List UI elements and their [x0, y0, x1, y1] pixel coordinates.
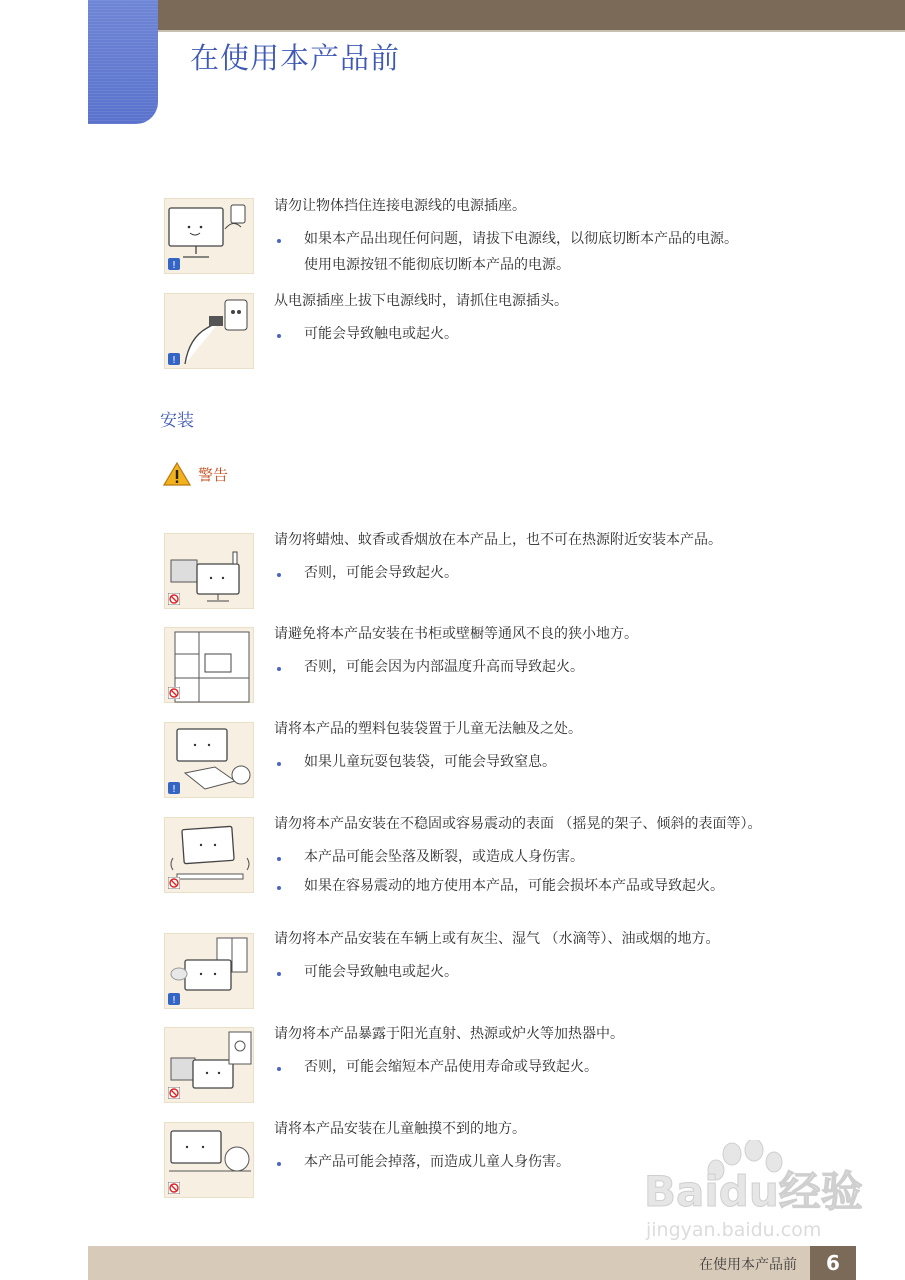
- footer-label: 在使用本产品前: [699, 1257, 797, 1273]
- prohibited-icon: [168, 1182, 180, 1194]
- header-bar: [158, 0, 905, 30]
- warning-label: 警告: [198, 465, 229, 484]
- item-heading: 请勿将本产品安装在车辆上或有灰尘、湿气 （水滴等）、油或烟的地方。: [274, 931, 720, 947]
- header-rule: [158, 30, 905, 32]
- install-item-2: [274, 625, 794, 687]
- warning-heading: [163, 462, 228, 486]
- illustration-unplug: [164, 293, 254, 369]
- svg-text:!: !: [171, 355, 177, 365]
- watermark-url: jingyan.baidu.com: [646, 1219, 822, 1241]
- list-item: 如果在容易震动的地方使用本产品，可能会损坏本产品或导致起火。: [274, 877, 794, 896]
- list-item: 否则，可能会缩短本产品使用寿命或导致起火。: [274, 1058, 794, 1077]
- item-heading: 请勿让物体挡住连接电源线的电源插座。: [274, 198, 526, 214]
- item-heading: 请将本产品的塑料包装袋置于儿童无法触及之处。: [274, 721, 582, 737]
- caution-icon: [168, 258, 180, 270]
- list-item: 本产品可能会掉落，而造成儿童人身伤害。: [274, 1153, 794, 1172]
- item-heading: 请避免将本产品安装在书柜或壁橱等通风不良的狭小地方。: [274, 626, 638, 642]
- page-number: 6: [810, 1246, 856, 1280]
- list-item: 否则，可能会因为内部温度升高而导致起火。: [274, 658, 794, 677]
- illustration-plastic-bag: [164, 722, 254, 798]
- section-title: 安装: [160, 411, 194, 431]
- bullet-text-continued: 使用电源按钮不能彻底切断本产品的电源。: [304, 257, 570, 273]
- list-item: [274, 230, 794, 275]
- list-item: 否则，可能会导致起火。: [274, 564, 794, 583]
- svg-text:!: !: [171, 260, 177, 270]
- caution-icon: [168, 993, 180, 1005]
- list-item: 可能会导致触电或起火。: [274, 963, 794, 982]
- illustration-dust-moisture: [164, 933, 254, 1009]
- prohibited-icon: [168, 877, 180, 889]
- intro-item-1: [274, 197, 794, 285]
- page-title: 在使用本产品前: [190, 41, 401, 75]
- list-item: 如果儿童玩耍包装袋，可能会导致窒息。: [274, 753, 794, 772]
- illustration-blocked-outlet: [164, 198, 254, 274]
- list-item: 可能会导致触电或起火。: [274, 325, 794, 344]
- intro-item-2: [274, 292, 794, 354]
- item-heading: 请勿将本产品安装在不稳固或容易震动的表面 （摇晃的架子、倾斜的表面等）。: [274, 816, 762, 832]
- bullet-text: 如果本产品出现任何问题，请拔下电源线，以彻底切断本产品的电源。: [304, 231, 738, 247]
- item-heading: 请勿将本产品暴露于阳光直射、热源或炉火等加热器中。: [274, 1026, 624, 1042]
- svg-text:!: !: [171, 995, 177, 1005]
- baidu-watermark: [640, 1140, 870, 1250]
- illustration-child-reach: [164, 1122, 254, 1198]
- item-heading: 从电源插座上拔下电源线时，请抓住电源插头。: [274, 293, 568, 309]
- install-item-4: [274, 815, 794, 906]
- chapter-tab: [88, 0, 158, 124]
- item-heading: 请将本产品安装在儿童触摸不到的地方。: [274, 1121, 526, 1137]
- install-item-6: [274, 1025, 794, 1087]
- caution-icon: [168, 782, 180, 794]
- install-item-5: [274, 930, 794, 992]
- prohibited-icon: [168, 1087, 180, 1099]
- prohibited-icon: [168, 593, 180, 605]
- watermark-brand: Baidu经验: [644, 1167, 863, 1216]
- svg-text:!: !: [171, 784, 177, 794]
- install-item-3: [274, 720, 794, 782]
- list-item: 本产品可能会坠落及断裂，或造成人身伤害。: [274, 848, 794, 867]
- warning-triangle-icon: [163, 462, 191, 486]
- install-item-1: [274, 531, 794, 593]
- illustration-candles: [164, 533, 254, 609]
- prohibited-icon: [168, 687, 180, 699]
- illustration-bookcase: [164, 627, 254, 703]
- caution-icon: [168, 353, 180, 365]
- illustration-sunlight-heat: [164, 1027, 254, 1103]
- item-heading: 请勿将蜡烛、蚊香或香烟放在本产品上，也不可在热源附近安装本产品。: [274, 532, 722, 548]
- illustration-unstable-surface: [164, 817, 254, 893]
